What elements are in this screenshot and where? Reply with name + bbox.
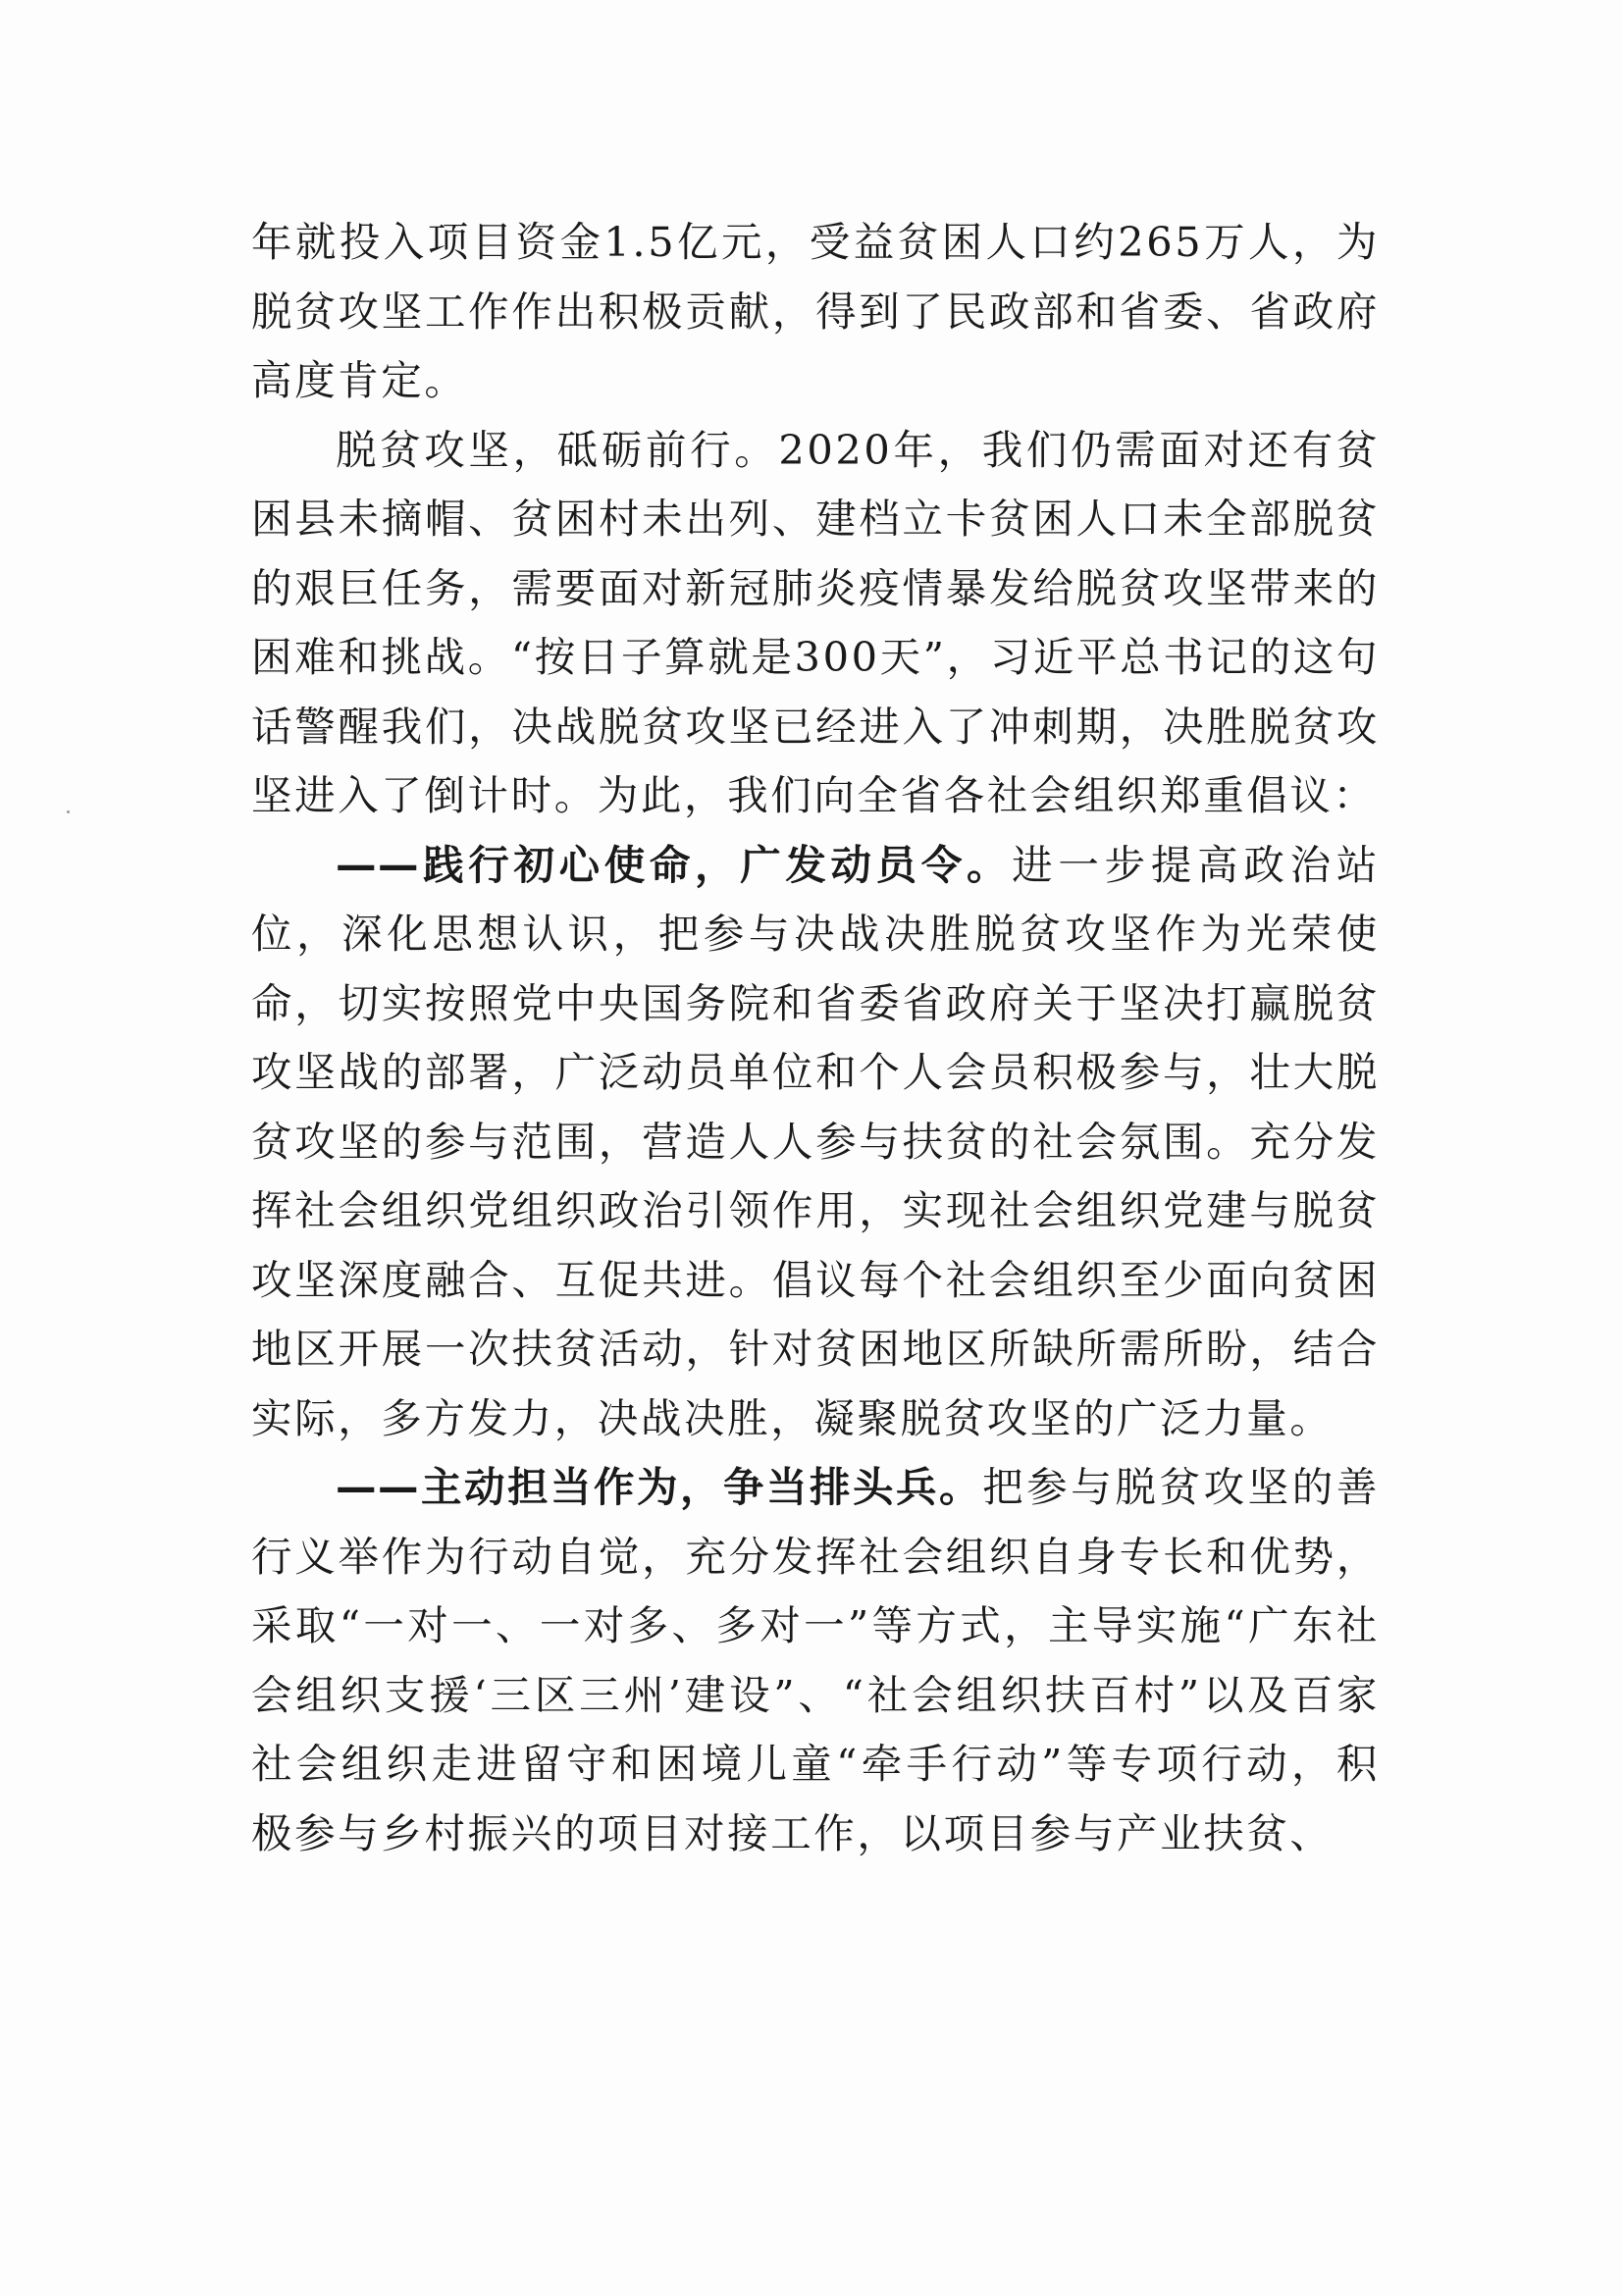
document-body (251, 208, 1380, 1868)
paragraph-2 (251, 416, 1380, 831)
paragraph-1 (251, 208, 1380, 416)
scan-speck (67, 810, 70, 813)
paragraph-4-text: 把参与脱贫攻坚的善行义举作为行动自觉，充分发挥社会组织自身专长和优势，采取“一对一、一对多、多对一”等方式，主导实施“广东社会组织支援‘三区三州’建设”、“社会组织扶百村”以及百家社会组织走进留守和困境儿童“牵手行动”等专项行动，积极参与乡村振兴的项目对接工作，以项目参与产业扶贫、 (251, 1463, 1380, 1857)
paragraph-3-text: 进一步提高政治站位，深化思想认识，把参与决战决胜脱贫攻坚作为光荣使命，切实按照党中央国务院和省委省政府关于坚决打赢脱贫攻坚战的部署，广泛动员单位和个人会员积极参与，壮大脱贫攻坚的参与范围，营造人人参与扶贫的社会氛围。充分发挥社会组织党组织政治引领作用，实现社会组织党建与脱贫攻坚深度融合、互促共进。倡议每个社会组织至少面向贫困地区开展一次扶贫活动，针对贫困地区所缺所需所盼，结合实际，多方发力，决战决胜，凝聚脱贫攻坚的广泛力量。 (251, 840, 1380, 1442)
paragraph-3-heading: ——践行初心使命，广发动员令。 (336, 840, 1013, 889)
paragraph-4-heading: ——主动担当作为，争当排头兵。 (336, 1463, 983, 1511)
paragraph-1-text: 年就投入项目资金1.5亿元，受益贫困人口约265万人，为脱贫攻坚工作作出积极贡献，得到了民政部和省委、省政府高度肯定。 (251, 218, 1380, 404)
paragraph-2-text: 脱贫攻坚，砥砺前行。2020年，我们仍需面对还有贫困县未摘帽、贫困村未出列、建档立卡贫困人口未全部脱贫的艰巨任务，需要面对新冠肺炎疫情暴发给脱贫攻坚带来的困难和挑战。“按日子算就是300天”，习近平总书记的这句话警醒我们，决战脱贫攻坚已经进入了冲刺期，决胜脱贫攻坚进入了倒计时。为此，我们向全省各社会组织郑重倡议： (251, 425, 1380, 819)
paragraph-3 (251, 831, 1380, 1454)
paragraph-4 (251, 1453, 1380, 1868)
